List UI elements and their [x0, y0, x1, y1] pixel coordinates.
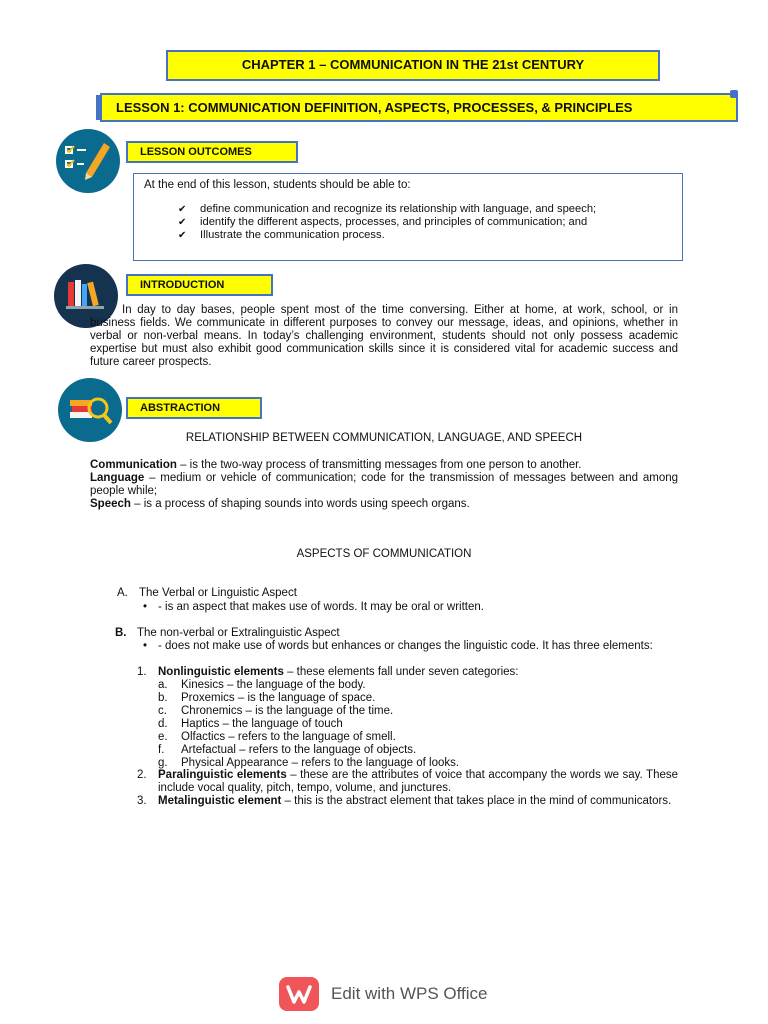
aspects-heading: ASPECTS OF COMMUNICATION — [296, 548, 472, 560]
aspect-a-title: The Verbal or Linguistic Aspect — [139, 587, 297, 599]
checklist-pencil-icon — [56, 129, 120, 193]
category-item: c. Chronemics – is the language of the time. — [158, 705, 394, 717]
category-item: g. Physical Appearance – refers to the language of looks. — [158, 757, 460, 769]
check-icon: ✔ — [178, 230, 187, 241]
outcomes-list — [178, 203, 596, 242]
check-icon: ✔ — [178, 217, 187, 228]
element-number: 3. — [137, 795, 147, 807]
element-number: 1. — [137, 666, 147, 678]
aspect-a-desc: - is an aspect that makes use of words. It may be oral or written. — [158, 601, 484, 613]
bullet-icon: • — [143, 640, 148, 652]
abstraction-label: ABSTRACTION — [126, 397, 262, 419]
outcomes-lead: At the end of this lesson, students should be able to: — [144, 179, 411, 191]
category-item: f. Artefactual – refers to the language of objects. — [158, 744, 417, 756]
aspect-a-marker: A. — [117, 587, 128, 599]
element-nonlinguistic: Nonlinguistic elements – these elements fall under seven categories: — [158, 666, 519, 678]
lesson-outcomes-box — [133, 173, 683, 261]
definition-language: Language – medium or vehicle of communication; code for the transmission of messages between and among people while; — [90, 472, 678, 497]
lesson-corner-decoration — [730, 90, 738, 98]
category-item: b. Proxemics – is the language of space. — [158, 692, 376, 704]
relationship-heading: RELATIONSHIP BETWEEN COMMUNICATION, LANGUAGE, AND SPEECH — [185, 432, 583, 444]
category-item: a. Kinesics – the language of the body. — [158, 679, 366, 691]
lesson-title: LESSON 1: COMMUNICATION DEFINITION, ASPECTS, PROCESSES, & PRINCIPLES — [100, 93, 738, 122]
introduction-label: INTRODUCTION — [126, 274, 273, 296]
wps-logo-icon[interactable] — [279, 977, 319, 1011]
check-icon: ✔ — [178, 204, 187, 215]
aspect-b-desc: - does not make use of words but enhances or changes the linguistic code. It has three elements: — [158, 640, 653, 652]
element-paralinguistic: Paralinguistic elements – these are the attributes of voice that accompany the words we say. These include vocal quality, pitch, tempo, volume, and junctures. — [158, 769, 679, 794]
edit-with-wps-link[interactable]: Edit with WPS Office — [331, 984, 488, 1003]
outcome-item: ✔ identify the different aspects, processes, and principles of communication; and — [178, 216, 588, 228]
introduction-paragraph: In day to day bases, people spent most of the time conversing. Either at home, at work, school, or in business fields. We communicate in different purposes to convey our message, ideas, and opinions, whether in verbal or non-verbal means. In today’s challenging environment, students should not only possess academic expertise but must also exhibit good communication skills since it is considered vital for academic success and future career prospects. — [90, 304, 678, 368]
chapter-title: CHAPTER 1 – COMMUNICATION IN THE 21st CENTURY — [166, 50, 660, 81]
lesson-outcomes-label: LESSON OUTCOMES — [126, 141, 298, 163]
outcome-item: ✔ Illustrate the communication process. — [178, 229, 385, 241]
element-number: 2. — [137, 769, 147, 781]
bullet-icon: • — [143, 601, 148, 613]
element-metalinguistic: Metalinguistic element – this is the abstract element that takes place in the mind of communicators. — [158, 795, 672, 807]
definitions-block — [90, 459, 678, 511]
aspect-b-marker: B. — [115, 627, 127, 639]
category-item: d. Haptics – the language of touch — [158, 718, 343, 730]
outcome-item: ✔ define communication and recognize its relationship with language, and speech; — [178, 203, 597, 215]
definition-communication: Communication – is the two-way process of transmitting messages from one person to another. — [90, 459, 582, 471]
aspect-b-title: The non-verbal or Extralinguistic Aspect — [137, 627, 340, 639]
categories-list — [158, 679, 459, 770]
definition-speech: Speech – is a process of shaping sounds into words using speech organs. — [90, 498, 470, 510]
category-item: e. Olfactics – refers to the language of smell. — [158, 731, 396, 743]
